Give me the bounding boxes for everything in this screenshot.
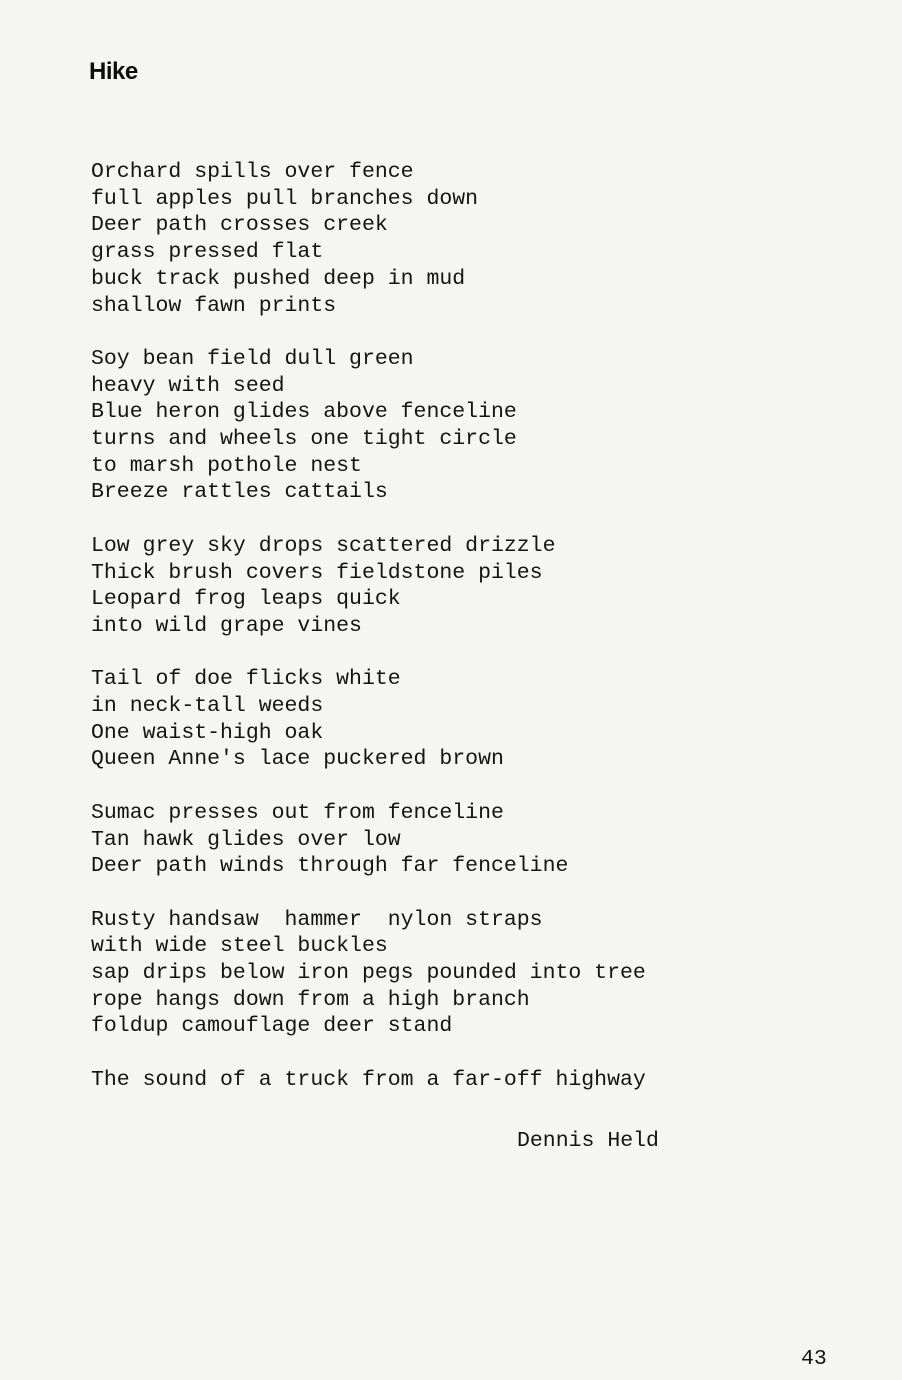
poem-line: Orchard spills over fence <box>91 160 414 184</box>
poem-line: heavy with seed <box>91 373 285 398</box>
stanza <box>91 800 791 880</box>
poem-line: Low grey sky drops scattered drizzle <box>91 533 556 558</box>
poem-line: Deer path winds through far fenceline <box>91 854 569 879</box>
poem-line: rope hangs down from a high branch <box>91 987 530 1012</box>
poem-line: into wild grape vines <box>91 613 362 638</box>
poem-line: foldup camouflage deer stand <box>91 1014 453 1039</box>
poem-line: Thick brush covers fieldstone piles <box>91 560 543 585</box>
poem-line: in neck-tall weeds <box>91 694 324 719</box>
stanza <box>91 666 791 773</box>
poem-line: Leopard frog leaps quick <box>91 587 401 612</box>
poem-line: Tail of doe flicks white <box>91 667 401 692</box>
poem-line: sap drips below iron pegs pounded into tree <box>91 961 646 986</box>
poem-line: Rusty handsaw hammer nylon straps <box>91 907 543 932</box>
poem-line: The sound of a truck from a far-off highway <box>91 1067 646 1092</box>
poem-body <box>91 159 791 1120</box>
poem-line: One waist-high oak <box>91 720 324 745</box>
stanza <box>91 907 791 1041</box>
poem-line: Soy bean field dull green <box>91 346 414 371</box>
poem-line: turns and wheels one tight circle <box>91 427 517 452</box>
poem-line: shallow fawn prints <box>91 293 337 318</box>
poem-line: Sumac presses out from fenceline <box>91 800 504 825</box>
poem-line: Tan hawk glides over low <box>91 827 401 852</box>
poem-line: Breeze rattles cattails <box>91 480 388 505</box>
poem-line: buck track pushed deep in mud <box>91 266 466 291</box>
poem-line: grass pressed flat <box>91 240 324 265</box>
poem-line: with wide steel buckles <box>91 934 388 959</box>
poem-line: Deer path crosses creek <box>91 213 388 238</box>
poem-line: full apples pull branches down <box>91 186 479 211</box>
poem-title: Hike <box>89 58 138 85</box>
author-name: Dennis Held <box>517 1129 659 1153</box>
stanza <box>91 1067 791 1094</box>
stanza <box>91 159 791 319</box>
poem-line: to marsh pothole nest <box>91 453 362 478</box>
page-number: 43 <box>801 1347 827 1371</box>
poem-line: Blue heron glides above fenceline <box>91 400 517 425</box>
stanza <box>91 346 791 506</box>
poem-line: Queen Anne's lace puckered brown <box>91 747 504 772</box>
stanza <box>91 533 791 640</box>
